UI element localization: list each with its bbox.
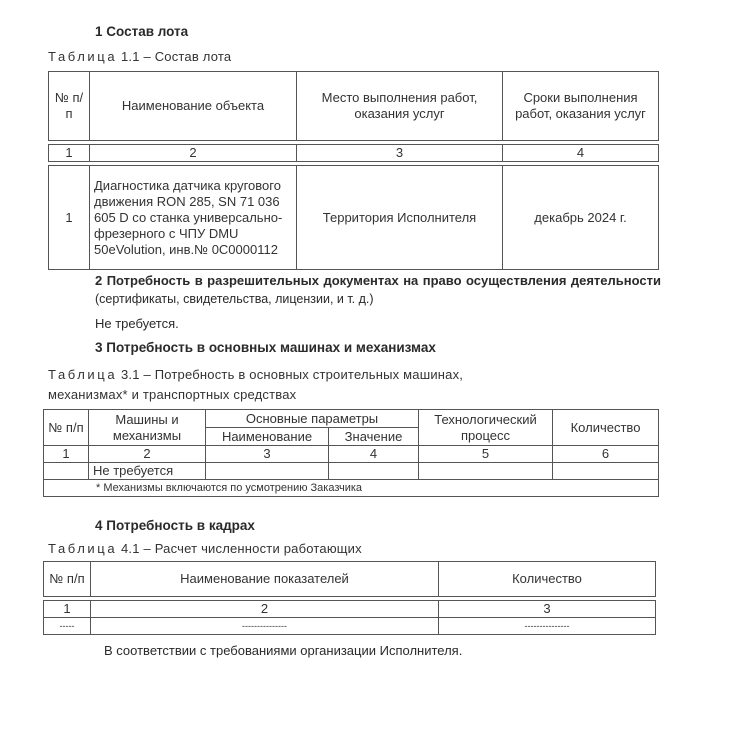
header-object-name: Наименование объекта <box>90 72 297 141</box>
col-number: 3 <box>297 145 503 162</box>
row-param-name <box>206 463 329 480</box>
header-term: Сроки выполнения работ, оказания услуг <box>503 72 659 141</box>
col-number: 4 <box>329 446 419 463</box>
row-term: декабрь 2024 г. <box>503 166 659 270</box>
table-machines <box>43 409 659 497</box>
table-3-1-caption-line2: механизмах* и транспортных средствах <box>48 387 297 402</box>
row-param-value <box>329 463 419 480</box>
col-number: 3 <box>206 446 329 463</box>
header-quantity: Количество <box>553 410 659 446</box>
row-quantity <box>553 463 659 480</box>
col-number: 1 <box>44 446 89 463</box>
table-1-1-caption <box>48 49 231 64</box>
header-place: Место выполнения работ, оказания услуг <box>297 72 503 141</box>
caption-word: Таблица <box>48 541 118 556</box>
section-4-title: 4 Потребность в кадрах <box>95 518 255 533</box>
section-2-subtitle: (сертификаты, свидетельства, лицензии, и т. д.) <box>95 292 374 306</box>
col-number: 1 <box>44 601 91 618</box>
caption-word: Таблица <box>48 49 118 64</box>
col-number: 2 <box>91 601 439 618</box>
row-num: 1 <box>49 166 90 270</box>
row-dash: --------------- <box>91 618 439 635</box>
table-row <box>44 463 659 480</box>
row-process <box>419 463 553 480</box>
row-place: Территория Исполнителя <box>297 166 503 270</box>
header-process: Технологический процесс <box>419 410 553 446</box>
section-1-title: 1 Состав лота <box>95 24 189 39</box>
header-num: № п/п <box>49 72 90 141</box>
table-4-1-caption <box>48 541 362 556</box>
table-row <box>44 618 656 635</box>
row-object-name: Диагностика датчика кругового движения RON 285, SN 71 036 605 D со станка универсально-фрезерного с ЧПУ DMU 50eVolution, инв.№ 0С0000112 <box>90 166 297 270</box>
table-3-1-caption <box>48 367 463 382</box>
header-quantity: Количество <box>439 562 656 597</box>
col-number: 2 <box>89 446 206 463</box>
table-lot-composition <box>48 71 659 270</box>
col-number: 6 <box>553 446 659 463</box>
row-dash: --------------- <box>439 618 656 635</box>
col-number: 2 <box>90 145 297 162</box>
row-num <box>44 463 89 480</box>
table-footnote: * Механизмы включаются по усмотрению Заказчика <box>44 480 659 497</box>
col-number: 3 <box>439 601 656 618</box>
row-dash: ----- <box>44 618 91 635</box>
section-2-title: 2 Потребность в разрешительных документах на право осуществления деятельности <box>95 273 661 288</box>
caption-word: Таблица <box>48 367 118 382</box>
col-number: 4 <box>503 145 659 162</box>
table-staff <box>43 561 656 635</box>
caption-rest: 4.1 – Расчет численности работающих <box>120 541 362 556</box>
table-row <box>49 166 659 270</box>
header-num: № п/п <box>44 410 89 446</box>
header-param-name: Наименование <box>206 428 329 446</box>
header-machines: Машины и механизмы <box>89 410 206 446</box>
row-machines: Не требуется <box>89 463 206 480</box>
caption-rest: 1.1 – Состав лота <box>120 49 232 64</box>
header-num: № п/п <box>44 562 91 597</box>
col-number: 5 <box>419 446 553 463</box>
caption-rest: 3.1 – Потребность в основных строительных машинах, <box>120 367 464 382</box>
section-3-title: 3 Потребность в основных машинах и механизмах <box>95 340 436 355</box>
section-2-text: Не требуется. <box>95 316 179 331</box>
header-indicators: Наименование показателей <box>91 562 439 597</box>
header-param-value: Значение <box>329 428 419 446</box>
header-main-params: Основные параметры <box>206 410 419 428</box>
col-number: 1 <box>49 145 90 162</box>
section-4-text: В соответствии с требованиями организации Исполнителя. <box>104 643 463 658</box>
